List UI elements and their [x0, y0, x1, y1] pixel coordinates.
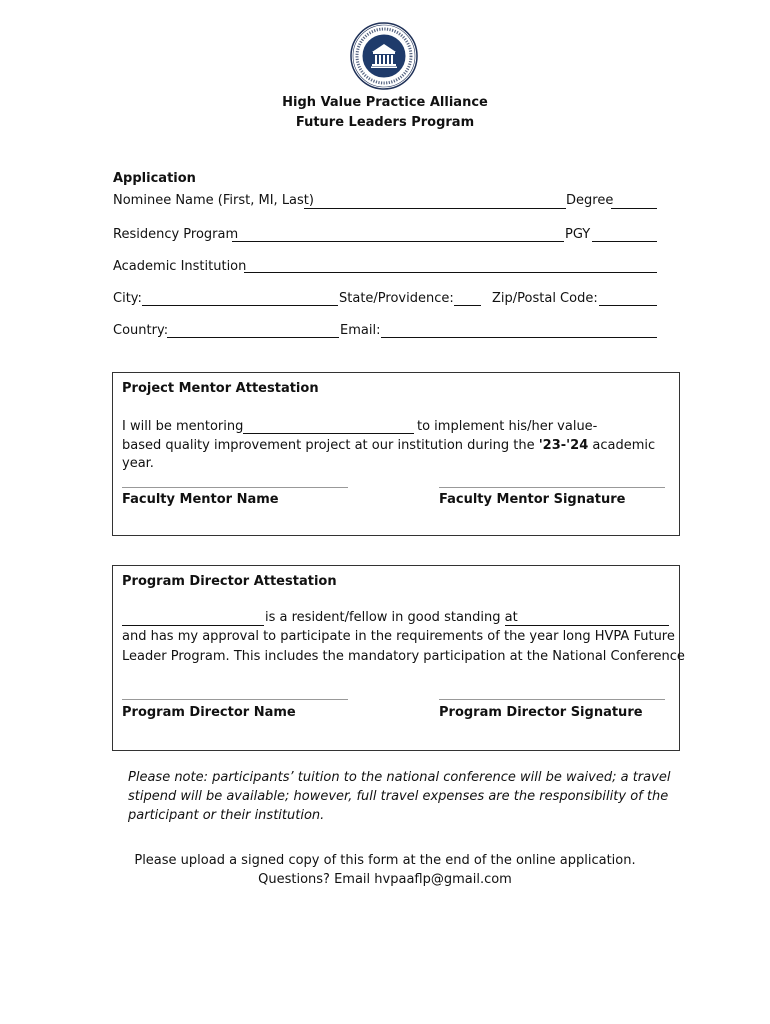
faculty-mentor-signature-line[interactable] [439, 477, 665, 488]
country-label: Country: [113, 323, 169, 338]
city-field[interactable] [142, 291, 338, 306]
mentor-line2-end: academic [588, 438, 656, 453]
state-field[interactable] [454, 291, 481, 306]
director-attestation-title: Program Director Attestation [122, 574, 337, 589]
note-line-1: Please note: participants’ tuition to the national conference will be waived; a travel [128, 770, 671, 785]
program-director-signature-line[interactable] [439, 689, 665, 700]
mentor-line2-start: based quality improvement project at our institution during the [122, 438, 539, 453]
mentor-text-intro: I will be mentoring [122, 419, 244, 434]
degree-field[interactable] [611, 194, 657, 209]
academic-year: '23-'24 [538, 438, 589, 453]
upload-instruction: Please upload a signed copy of this form at the end of the online application. [134, 853, 636, 868]
residency-program-label: Residency Program [113, 227, 239, 242]
residency-program-field[interactable] [232, 228, 564, 242]
institution-standing-field[interactable] [505, 611, 669, 626]
program-director-name-line[interactable] [122, 689, 348, 700]
email-field[interactable] [381, 324, 657, 338]
mentee-name-field[interactable] [243, 420, 414, 434]
mentor-text-goal: to implement his/her value- [417, 419, 598, 434]
director-text-intro: is a resident/fellow in good standing at [265, 610, 518, 625]
zip-label: Zip/Postal Code: [492, 291, 598, 306]
program-director-name-label: Program Director Name [122, 705, 296, 720]
note-line-3: participant or their institution. [128, 808, 325, 823]
country-field[interactable] [167, 324, 339, 338]
faculty-mentor-name-label: Faculty Mentor Name [122, 492, 279, 507]
faculty-mentor-name-line[interactable] [122, 477, 348, 488]
academic-institution-label: Academic Institution [113, 259, 247, 274]
pgy-label: PGY [565, 227, 591, 242]
mentor-text-line3: year. [122, 456, 154, 471]
contact-email: Questions? Email hvpaaflp@gmail.com [258, 872, 512, 887]
org-name: High Value Practice Alliance [282, 95, 488, 110]
director-text-line3: Leader Program. This includes the mandatory participation at the National Conference [122, 649, 685, 664]
nominee-name-label: Nominee Name (First, MI, Last) [113, 193, 314, 208]
alliance-seal-logo [350, 22, 418, 90]
degree-label: Degree [566, 193, 614, 208]
pgy-field[interactable] [592, 228, 657, 242]
program-director-signature-label: Program Director Signature [439, 705, 643, 720]
application-heading: Application [113, 171, 196, 186]
nominee-name-field[interactable] [304, 194, 566, 209]
program-title: Future Leaders Program [295, 115, 475, 130]
city-label: City: [113, 291, 142, 306]
mentor-text-line2 [122, 438, 655, 454]
mentor-attestation-title: Project Mentor Attestation [122, 381, 319, 396]
academic-institution-field[interactable] [244, 259, 657, 273]
zip-field[interactable] [599, 291, 657, 306]
resident-name-field[interactable] [122, 611, 264, 626]
faculty-mentor-signature-label: Faculty Mentor Signature [439, 492, 626, 507]
state-label: State/Providence: [339, 291, 454, 306]
email-label: Email: [340, 323, 381, 338]
director-text-line2: and has my approval to participate in the requirements of the year long HVPA Future [122, 629, 675, 644]
note-line-2: stipend will be available; however, full travel expenses are the responsibility of the [128, 789, 669, 804]
